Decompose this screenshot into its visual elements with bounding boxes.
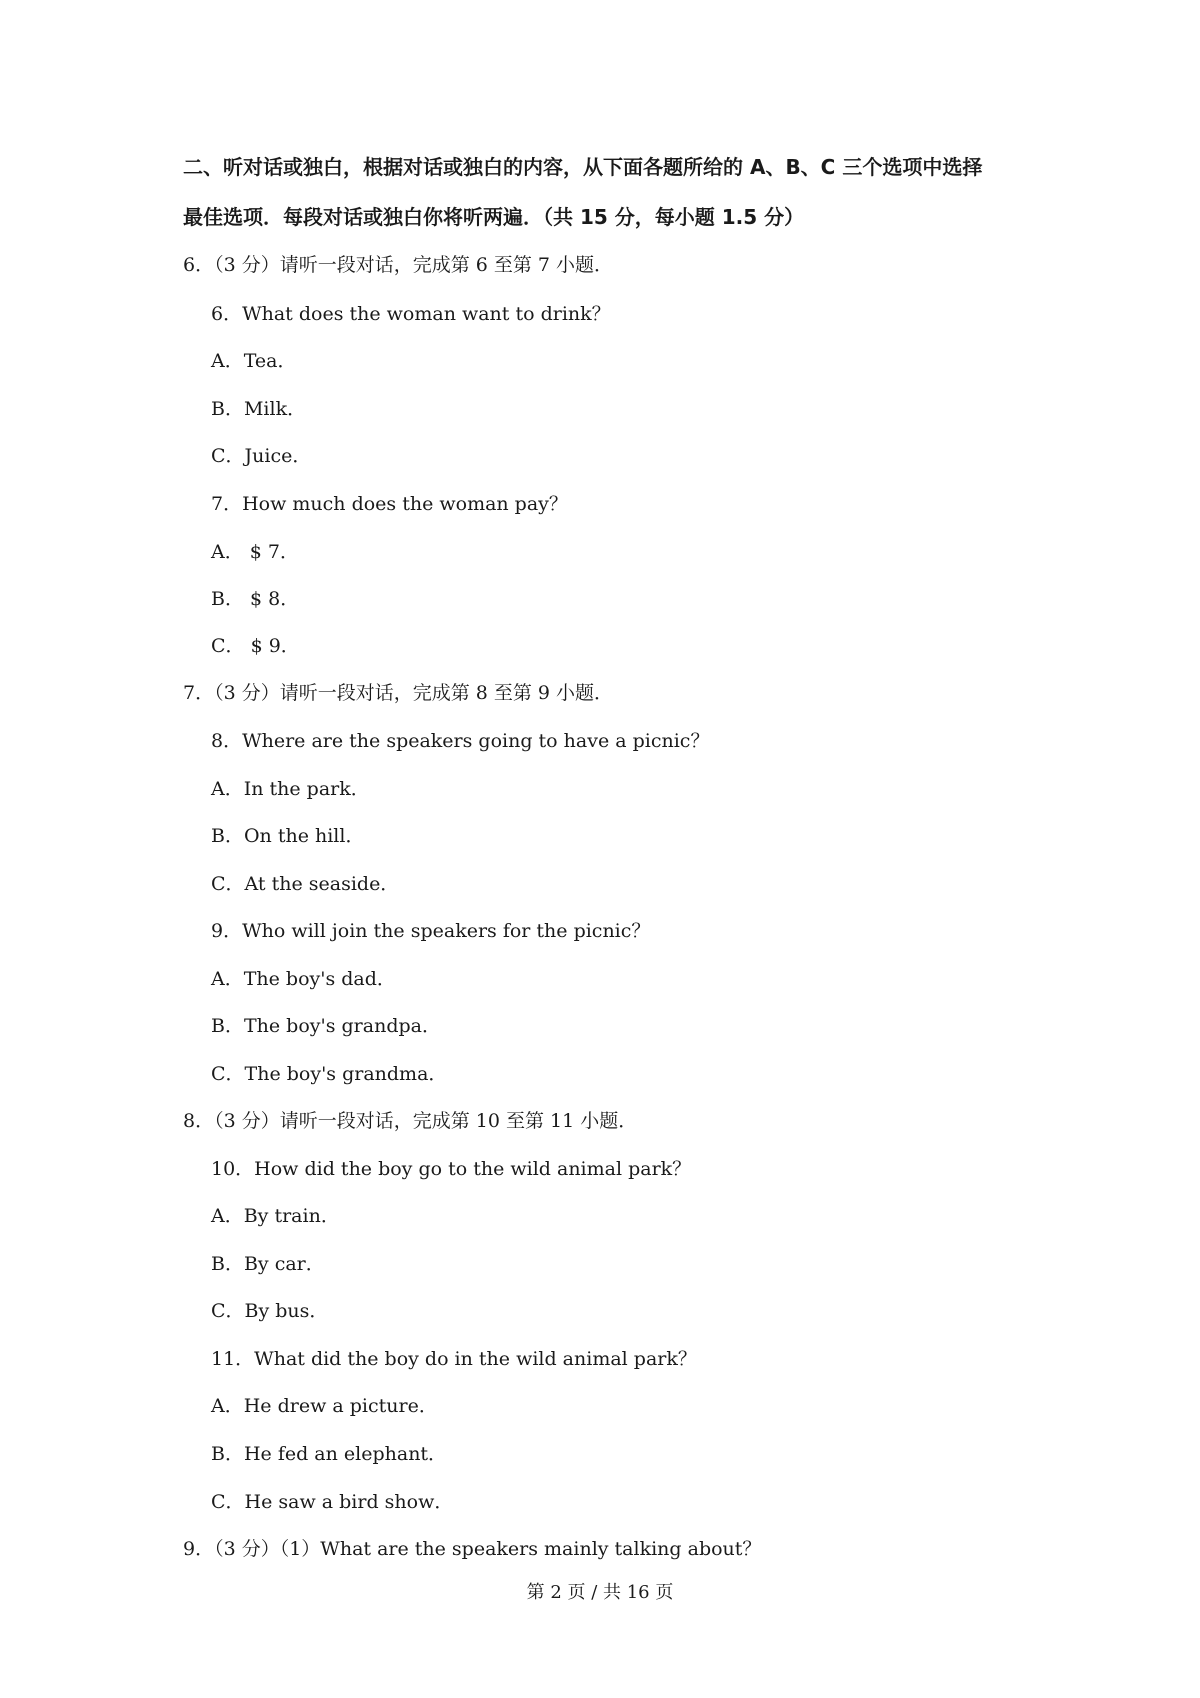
page-footer: 第 2 页 / 共 16 页	[526, 1582, 674, 1603]
option-c: C． $ 9．	[211, 635, 300, 657]
section-title-line-2: 最佳选项．每段对话或独白你将听两遍．（共 15 分，每小题 1.5 分）	[183, 205, 805, 229]
question-group-header: 8．（3 分）请听一段对话，完成第 10 至第 11 小题．	[183, 1110, 638, 1132]
question-group-header: 7．（3 分）请听一段对话，完成第 8 至第 9 小题．	[183, 682, 614, 704]
sub-question: 6．What does the woman want to drink？	[211, 303, 611, 325]
option-a: A．In the park．	[211, 778, 370, 800]
option-c: C．At the seaside．	[211, 873, 400, 895]
section-title-line-1: 二、听对话或独白，根据对话或独白的内容，从下面各题所给的 A、B、C 三个选项中选择	[183, 155, 983, 179]
option-b: B． $ 8．	[211, 588, 300, 610]
option-c: C．He saw a bird show．	[211, 1491, 454, 1513]
option-b: B．Milk．	[211, 398, 307, 420]
sub-question: 7．How much does the woman pay？	[211, 493, 568, 515]
option-a: A．Tea．	[211, 350, 297, 372]
sub-question: 10．How did the boy go to the wild animal park？	[211, 1158, 692, 1180]
option-a: A．He drew a picture．	[211, 1395, 438, 1417]
option-c: C．Juice．	[211, 445, 312, 467]
option-a: A． $ 7．	[211, 541, 299, 563]
sub-question: 9．Who will join the speakers for the picnic？	[211, 920, 651, 942]
option-b: B．On the hill．	[211, 825, 365, 847]
question-group-header: 9．（3 分）（1）What are the speakers mainly talking about？	[183, 1538, 762, 1560]
option-b: B．The boy's grandpa．	[211, 1015, 441, 1037]
option-c: C．The boy's grandma．	[211, 1063, 448, 1085]
option-b: B．He fed an elephant．	[211, 1443, 448, 1465]
option-a: A．By train．	[211, 1205, 340, 1227]
option-b: B．By car．	[211, 1253, 325, 1275]
sub-question: 8．Where are the speakers going to have a picnic？	[211, 730, 710, 752]
sub-question: 11．What did the boy do in the wild animal park？	[211, 1348, 697, 1370]
question-group-header: 6．（3 分）请听一段对话，完成第 6 至第 7 小题．	[183, 254, 614, 276]
option-a: A．The boy's dad．	[211, 968, 396, 990]
option-c: C．By bus．	[211, 1300, 329, 1322]
